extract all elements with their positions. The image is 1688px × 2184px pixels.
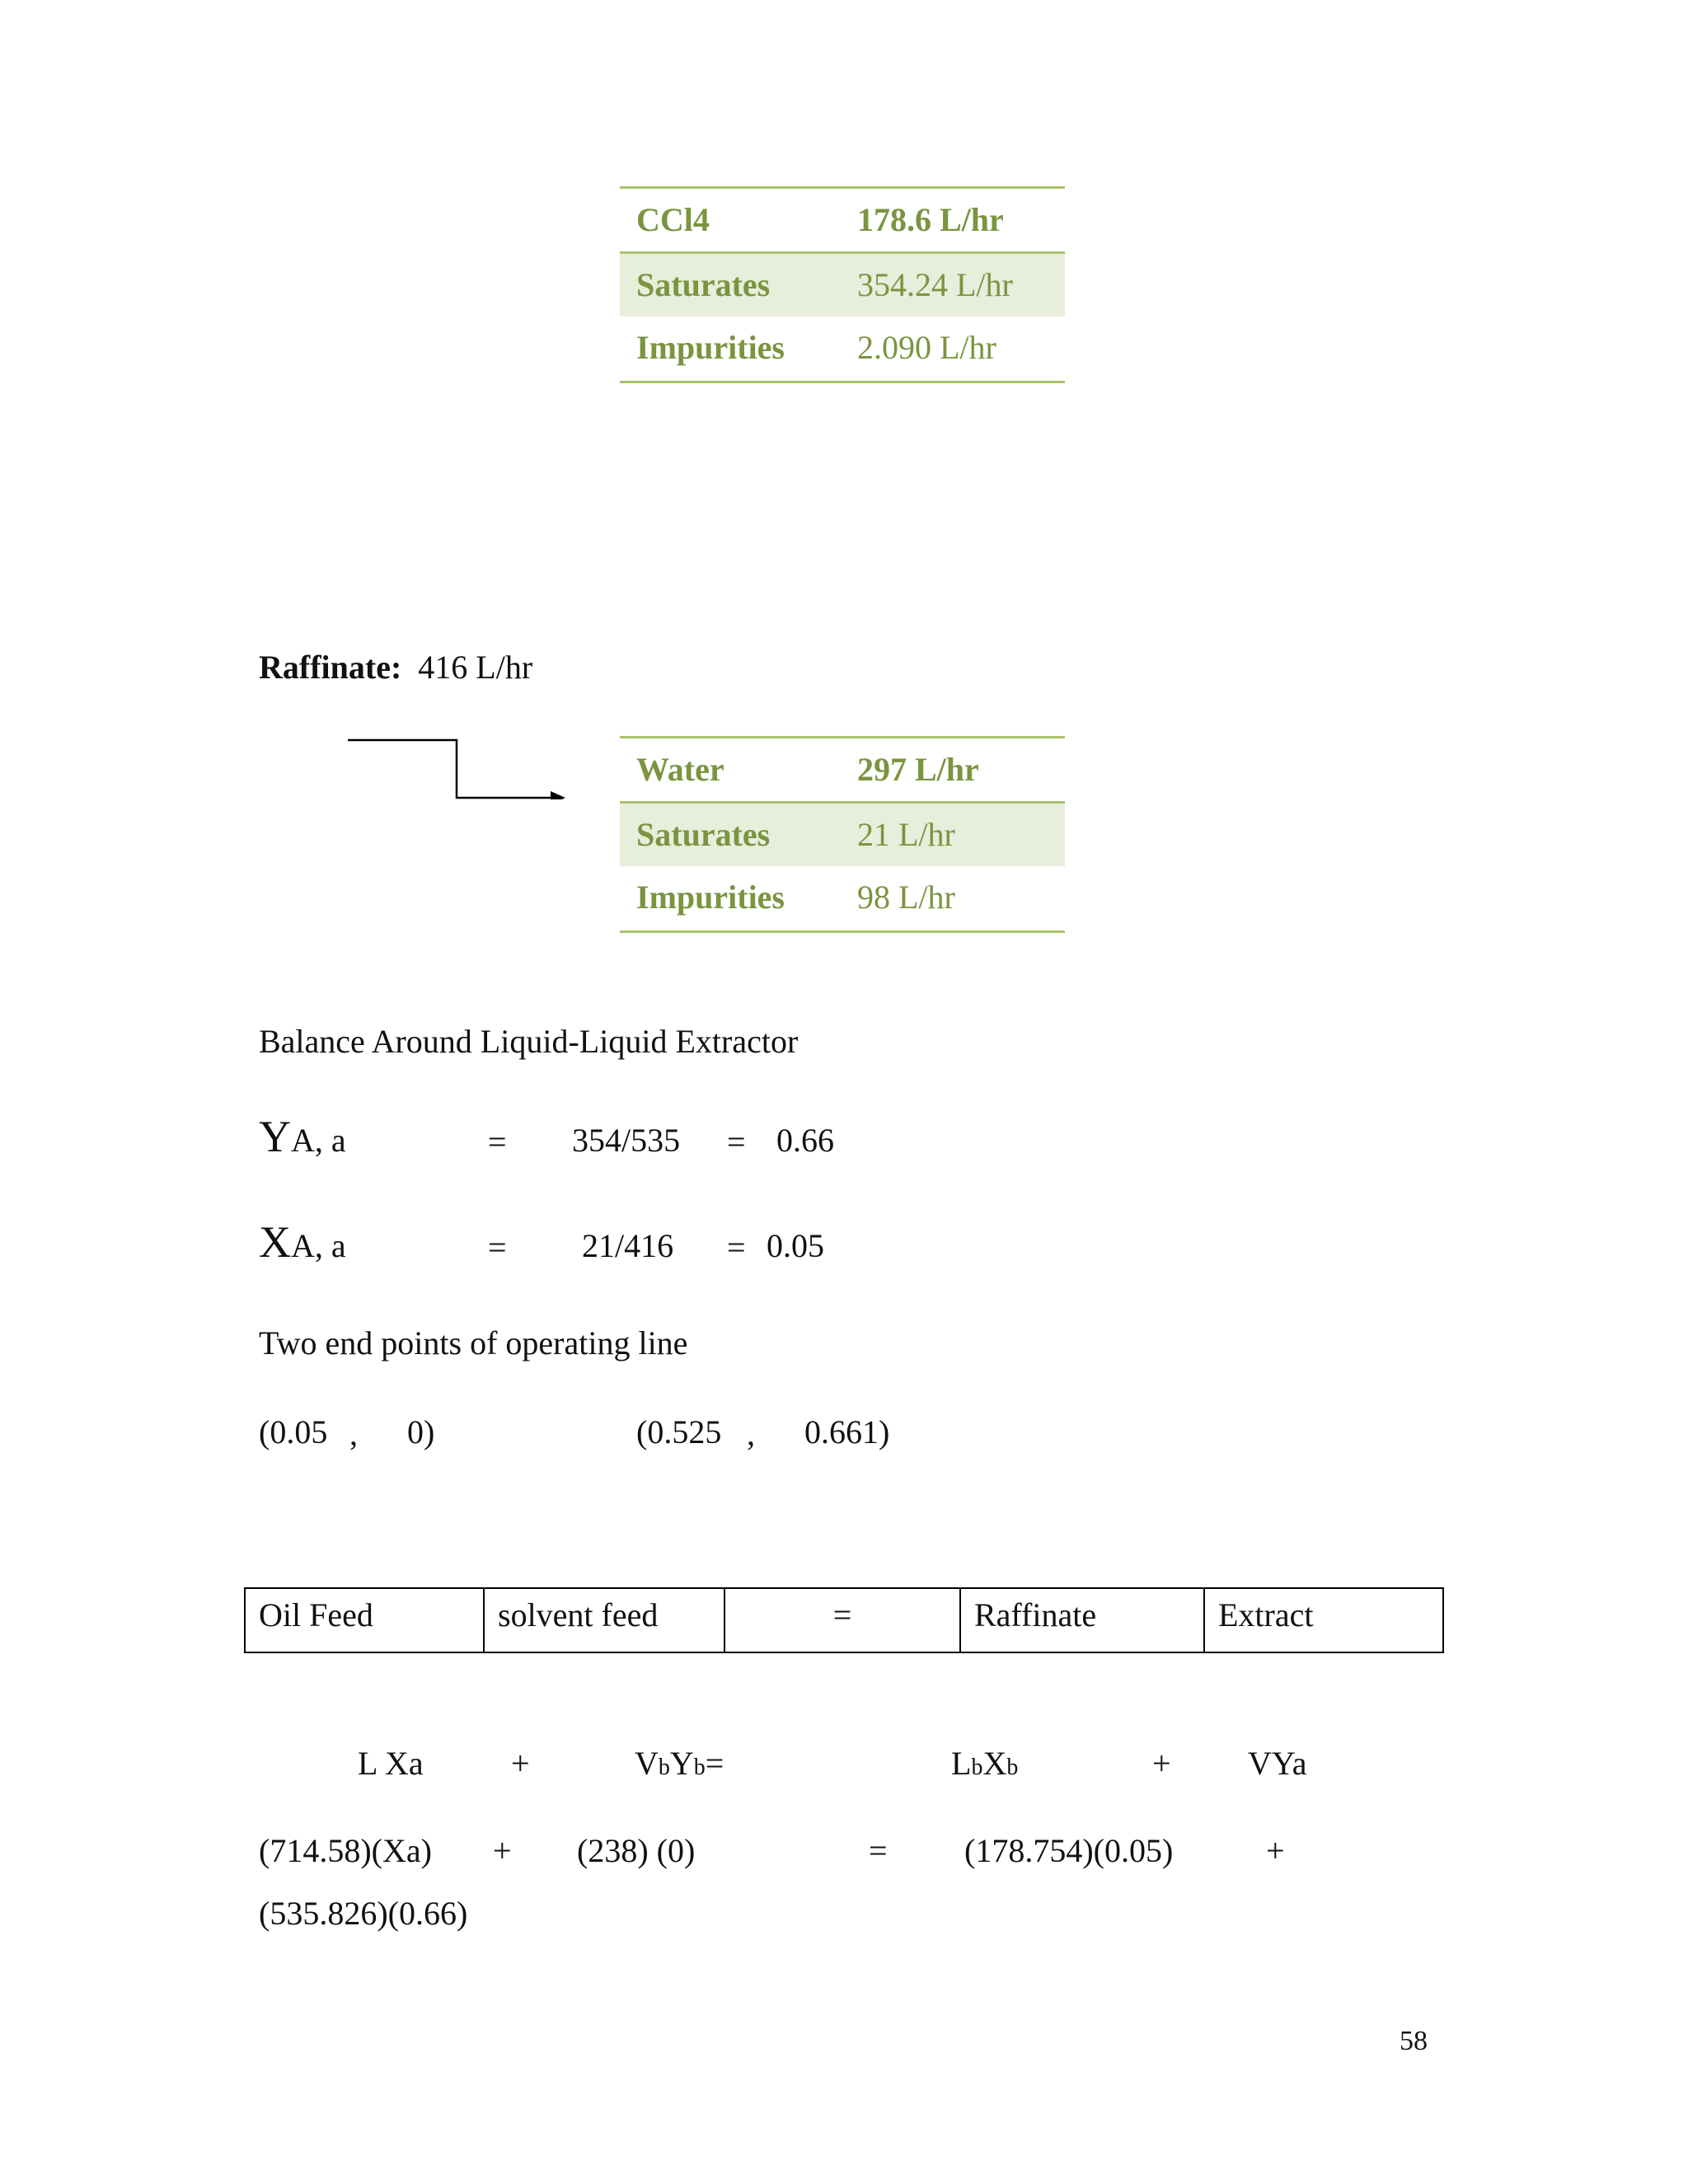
raffinate-composition-table (620, 736, 1065, 933)
table-cell (245, 1588, 484, 1652)
numeric-term-4: (535.826)(0.66) (259, 1895, 468, 1932)
table-row (620, 316, 1065, 381)
numeric-term-3: (178.754)(0.05) (964, 1832, 1174, 1869)
raffinate-line (259, 651, 532, 684)
solvent-feed-label: solvent feed (498, 1596, 659, 1633)
table-cell (1204, 1588, 1443, 1652)
lxa-term: L Xa (358, 1745, 424, 1782)
xa-subscript: A, a (291, 1227, 346, 1264)
component-flow: 98 L/hr (857, 879, 955, 916)
xa-result: 0.05 (767, 1227, 824, 1264)
ya-equals-2: = (727, 1123, 746, 1160)
table-row (620, 254, 1065, 316)
xa-label (259, 1217, 346, 1267)
component-name: Impurities (636, 879, 785, 916)
vbyb-term: VbYb= (635, 1745, 724, 1782)
table-cell (484, 1588, 724, 1652)
ya-fraction: 354/535 (572, 1122, 681, 1159)
endpoint-2-y: 0.661) (804, 1413, 890, 1451)
plus-sign: + (1152, 1745, 1171, 1782)
endpoint-1-comma: , (349, 1415, 358, 1452)
table-row (620, 189, 1065, 254)
equals-sign: = (869, 1832, 888, 1869)
numeric-term-2: (238) (0) (577, 1832, 696, 1869)
component-name: CCl4 (636, 201, 710, 238)
component-flow: 21 L/hr (857, 816, 955, 853)
raffinate-label: Raffinate (974, 1596, 1097, 1633)
oil-feed-label: Oil Feed (259, 1596, 373, 1633)
table-row (620, 804, 1065, 866)
table-row (620, 738, 1065, 804)
xa-equals: = (488, 1229, 507, 1266)
equals-sign: = (832, 1596, 852, 1633)
arrow-icon (346, 733, 569, 799)
component-flow: 297 L/hr (857, 751, 979, 788)
lbxb-term: LbXb (951, 1745, 1019, 1782)
ya-symbol: Y (259, 1112, 291, 1161)
component-name: Water (636, 751, 724, 788)
extract-label: Extract (1218, 1596, 1314, 1633)
ya-label (259, 1114, 346, 1159)
stream-table (244, 1587, 1444, 1653)
component-name: Saturates (636, 266, 771, 303)
table-cell (960, 1588, 1204, 1652)
component-flow: 354.24 L/hr (857, 266, 1013, 303)
component-name: Saturates (636, 816, 771, 853)
page-number: 58 (1400, 2026, 1428, 2056)
balance-heading: Balance Around Liquid-Liquid Extractor (259, 1023, 799, 1060)
endpoint-1-y: 0) (407, 1413, 435, 1451)
endpoint-2-x: (0.525 (636, 1413, 722, 1451)
component-flow: 2.090 L/hr (857, 329, 996, 366)
table-row (245, 1588, 1443, 1652)
endpoints-heading: Two end points of operating line (259, 1324, 688, 1361)
plus-sign: + (511, 1745, 530, 1782)
ya-subscript: A, a (291, 1122, 346, 1159)
plus-sign: + (493, 1832, 512, 1869)
xa-equals-2: = (727, 1229, 746, 1266)
endpoint-2-comma: , (747, 1415, 755, 1452)
xa-fraction: 21/416 (582, 1227, 674, 1264)
component-flow: 178.6 L/hr (857, 201, 1004, 238)
table-cell (724, 1588, 960, 1652)
ya-equals: = (488, 1123, 507, 1160)
ya-result: 0.66 (776, 1122, 834, 1159)
vya-term: VYa (1248, 1745, 1307, 1782)
table-row (620, 866, 1065, 930)
component-name: Impurities (636, 329, 785, 366)
xa-symbol: X (259, 1217, 291, 1267)
raffinate-value: 416 L/hr (418, 649, 533, 686)
endpoint-1-x: (0.05 (259, 1413, 328, 1451)
plus-sign: + (1266, 1832, 1285, 1869)
extract-composition-table (620, 186, 1065, 383)
raffinate-label: Raffinate: (259, 649, 402, 686)
numeric-term-1: (714.58)(Xa) (259, 1832, 432, 1869)
